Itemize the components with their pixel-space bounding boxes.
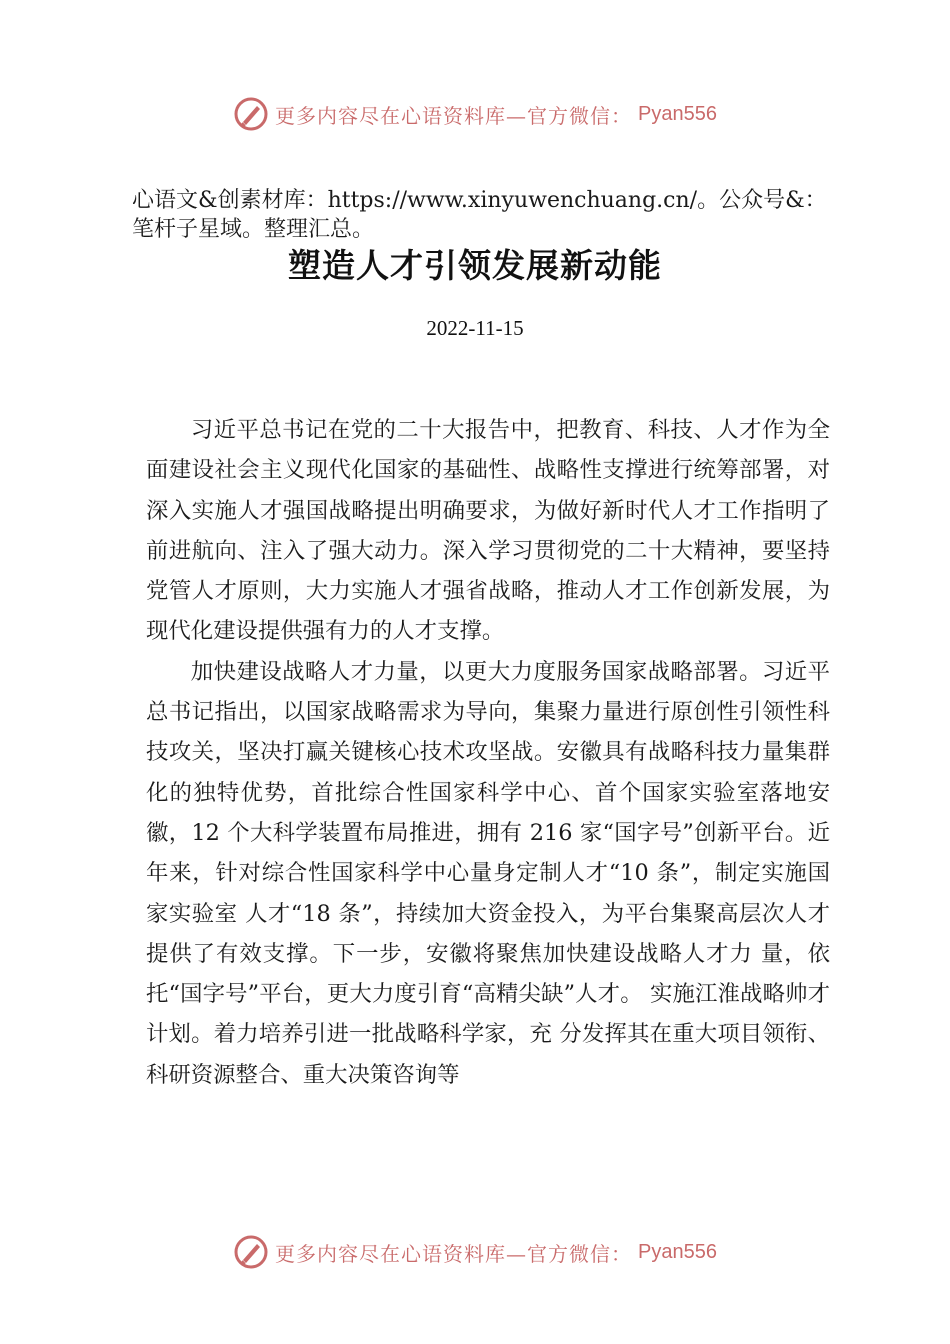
logo-icon [233,96,269,132]
watermark-wechat-id: Pyan556 [638,102,717,125]
watermark-banner-bottom [0,1230,950,1274]
watermark-text: 更多内容尽在心语资料库—官方微信： [275,103,633,128]
paragraph: 加快建设战略人才力量，以更大力度服务国家战略部署。习近平总书记指出，以国家战略需求为导向，集聚力量进行原创性引领性科技攻关，坚决打赢关键核心技术攻坚战。安徽具有战略科技力量集群化的独特优势，首批综合性国家科学中心、首个国家实验室落地安徽，12 个大科学装置布局推进，拥有 216 家“国字号”创新平台。近年来，针对综合性国家科学中心量身定制人才“10 条”，制定实施国家实验室 人才“18 条”，持续加大资金投入，为平台集聚高层次人才 提供了有效支撑。下一步，安徽将聚焦加快建设战略人才力 量，依托“国字号”平台，更大力度引育“高精尖缺”人才。 实施江淮战略帅才计划。着力培养引进一批战略科学家，充 分发挥其在重大项目领衔、科研资源整合、重大决策咨询等 [146,658,830,1088]
paragraph: 习近平总书记在党的二十大报告中，把教育、科技、人才作为全面建设社会主义现代化国家的基础性、战略性支撑进行统筹部署，对深入实施人才强国战略提出明确要求，为做好新时代人才工作指明了前进航向、注入了强大动力。深入学习贯彻党的二十大精神，要坚持党管人才原则，大力实施人才强省战略，推动人才工作创新发展，为现代化建设提供强有力的人才支撑。 [146,417,830,645]
watermark-text: 更多内容尽在心语资料库—官方微信： [275,1241,633,1266]
watermark-wechat-id: Pyan556 [638,1240,717,1263]
document-title: 塑造人才引领发展新动能 [288,246,662,285]
source-note: 心语文&创素材库：https://www.xinyuwenchuang.cn/。公众号&：笔杆子星域。整理汇总。 [132,188,827,242]
document-date: 2022-11-15 [426,316,524,340]
watermark-banner-top [0,92,950,136]
document-body [146,410,830,1095]
logo-icon [233,1234,269,1270]
